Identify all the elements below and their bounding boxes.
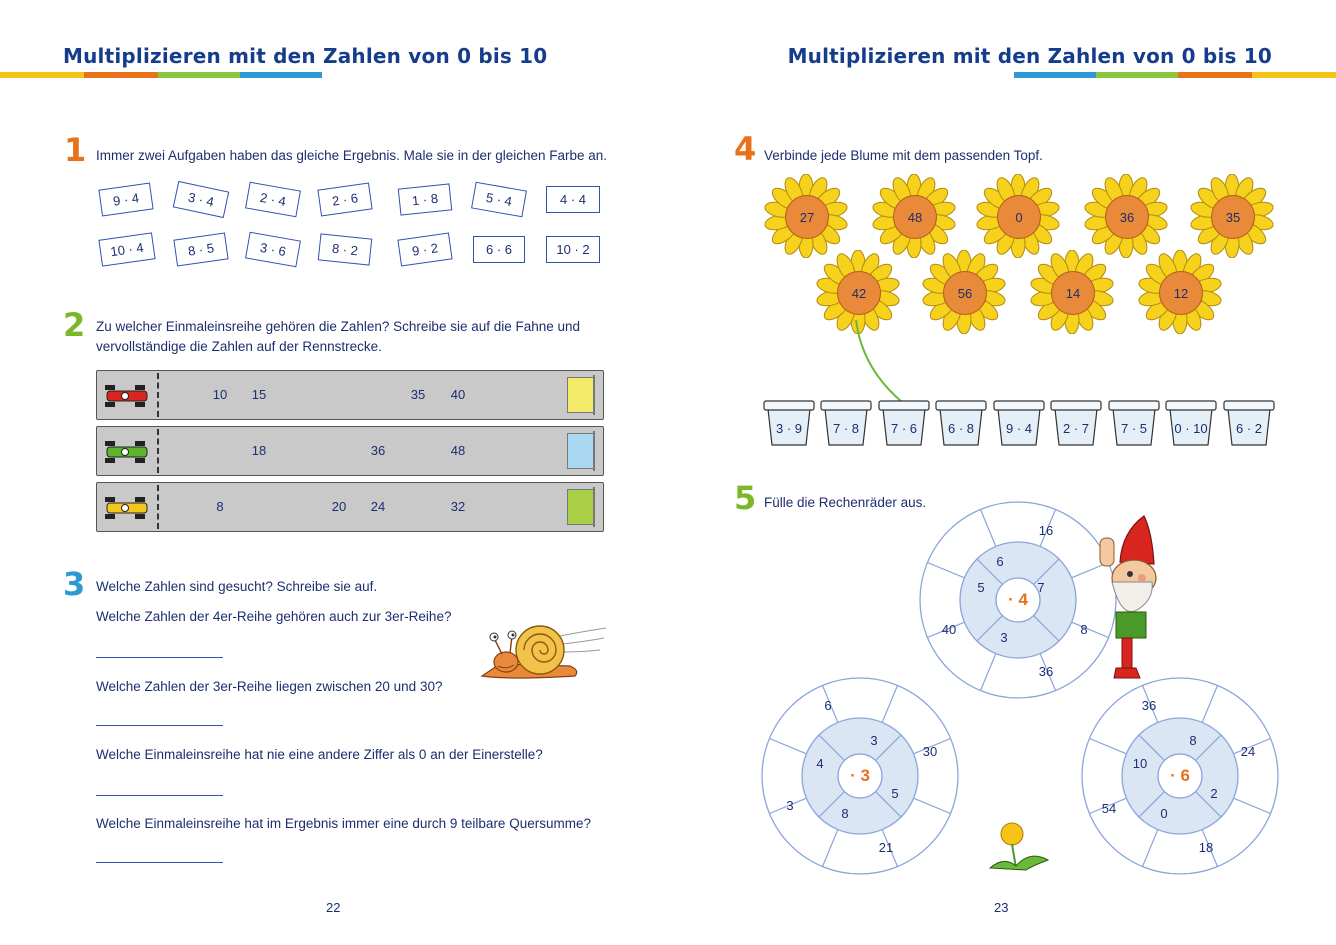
- track-number: 18: [251, 443, 267, 458]
- track-number: 35: [410, 387, 426, 402]
- wheel-inner-number[interactable]: 5: [977, 580, 985, 595]
- title-stripe: [0, 72, 322, 78]
- multiplication-card[interactable]: 4 · 4: [546, 186, 600, 213]
- wheel-inner-number[interactable]: 8: [841, 806, 849, 821]
- flag-pole: [593, 431, 595, 471]
- task-number-1: 1: [64, 131, 87, 169]
- pot-label: 9 · 4: [1005, 421, 1032, 436]
- track-number: 32: [450, 499, 466, 514]
- wheel-outer-number[interactable]: 16: [1038, 523, 1054, 538]
- wheel-outer-number[interactable]: 30: [922, 744, 938, 759]
- task-number-3: 3: [63, 565, 86, 603]
- race-track: [96, 426, 604, 476]
- multiplication-card[interactable]: 3 · 4: [173, 181, 229, 218]
- multiplication-card[interactable]: 8 · 5: [173, 233, 228, 267]
- multiplication-card[interactable]: 1 · 8: [398, 183, 453, 215]
- pot-label: 7 · 6: [890, 421, 917, 436]
- race-car-icon: [101, 385, 153, 407]
- wheel-inner-number[interactable]: 2: [1210, 786, 1218, 801]
- pot-label: 2 · 7: [1062, 421, 1089, 436]
- answer-line-2[interactable]: [96, 725, 223, 726]
- task3-question-4: Welche Einmaleinsreihe hat im Ergebnis immer eine durch 9 teilbare Quersumme?: [96, 816, 591, 831]
- flower-value: 0: [997, 195, 1041, 239]
- track-number: 40: [450, 387, 466, 402]
- wheel-inner-number[interactable]: 5: [891, 786, 899, 801]
- flag-pole: [593, 375, 595, 415]
- pot-label: 3 · 9: [775, 421, 802, 436]
- gnome-illustration: [1092, 512, 1172, 684]
- multiplication-card[interactable]: 10 · 2: [546, 236, 600, 263]
- race-track: [96, 370, 604, 420]
- wheel-center-operator: · 6: [1170, 766, 1190, 785]
- task2-instruction-line2: vervollständige die Zahlen auf der Rennstrecke.: [96, 339, 382, 354]
- wheel-inner-number[interactable]: 10: [1132, 756, 1148, 771]
- task4-instruction: Verbinde jede Blume mit dem passenden Topf.: [764, 148, 1043, 163]
- multiplication-card[interactable]: 9 · 2: [397, 233, 452, 267]
- page-number: 23: [994, 900, 1009, 915]
- flag[interactable]: [567, 377, 595, 413]
- multiplication-card[interactable]: 2 · 4: [245, 182, 301, 218]
- multiplication-card[interactable]: 3 · 6: [245, 232, 301, 268]
- flag[interactable]: [567, 433, 595, 469]
- track-number: 20: [331, 499, 347, 514]
- track-number: 15: [251, 387, 267, 402]
- multiplication-card[interactable]: 10 · 4: [98, 232, 155, 266]
- track-number: 36: [370, 443, 386, 458]
- wheel-outer-number[interactable]: 40: [941, 622, 957, 637]
- pot-label: 6 · 8: [947, 421, 974, 436]
- multiplication-card[interactable]: 6 · 6: [473, 236, 525, 263]
- wheel-outer-number[interactable]: 21: [878, 840, 894, 855]
- wheel-inner-number[interactable]: 8: [1189, 733, 1197, 748]
- flower-value: 48: [893, 195, 937, 239]
- start-line: [157, 429, 159, 473]
- multiplication-card[interactable]: 5 · 4: [471, 182, 527, 218]
- track-number: 8: [216, 499, 224, 514]
- wheel-center-operator: · 4: [1008, 590, 1028, 609]
- wheel-outer-number[interactable]: 6: [824, 698, 832, 713]
- right-page: [668, 0, 1336, 945]
- task3-intro: Welche Zahlen sind gesucht? Schreibe sie auf.: [96, 579, 378, 594]
- wheel-outer-number[interactable]: 3: [786, 798, 794, 813]
- pot-label: 7 · 5: [1120, 421, 1147, 436]
- flower-value: 56: [943, 271, 987, 315]
- multiplication-card[interactable]: 2 · 6: [317, 183, 372, 217]
- flower-value: 14: [1051, 271, 1095, 315]
- task3-question-3: Welche Einmaleinsreihe hat nie eine andere Ziffer als 0 an der Einerstelle?: [96, 747, 543, 762]
- wheel-center-operator: · 3: [850, 766, 870, 785]
- flag[interactable]: [567, 489, 595, 525]
- pot-label: 7 · 8: [832, 421, 859, 436]
- wheel-outer-number[interactable]: 24: [1240, 744, 1256, 759]
- flower-value: 42: [837, 271, 881, 315]
- start-line: [157, 373, 159, 417]
- flag-pole: [593, 487, 595, 527]
- task-number-5: 5: [734, 479, 757, 517]
- wheel-inner-number[interactable]: 7: [1037, 580, 1045, 595]
- wheel-inner-number[interactable]: 4: [816, 756, 824, 771]
- track-number: 48: [450, 443, 466, 458]
- wheel-outer-number[interactable]: 18: [1198, 840, 1214, 855]
- page-title: Multiplizieren mit den Zahlen von 0 bis 10: [787, 44, 1272, 68]
- track-number: 10: [212, 387, 228, 402]
- wheel-inner-number[interactable]: 3: [1000, 630, 1008, 645]
- task3-question-2: Welche Zahlen der 3er-Reihe liegen zwischen 20 und 30?: [96, 679, 443, 694]
- snail-illustration: [470, 618, 610, 688]
- multiplication-card[interactable]: 8 · 2: [318, 233, 373, 265]
- flower-value: 36: [1105, 195, 1149, 239]
- wheel-outer-number[interactable]: 36: [1141, 698, 1157, 713]
- task5-instruction: Fülle die Rechenräder aus.: [764, 495, 927, 510]
- answer-line-1[interactable]: [96, 657, 223, 658]
- wheel-outer-number[interactable]: 8: [1080, 622, 1088, 637]
- task1-instruction: Immer zwei Aufgaben haben das gleiche Ergebnis. Male sie in der gleichen Farbe an.: [96, 148, 608, 163]
- track-number: 24: [370, 499, 386, 514]
- task3-question-1: Welche Zahlen der 4er-Reihe gehören auch zur 3er-Reihe?: [96, 609, 452, 624]
- flower-value: 12: [1159, 271, 1203, 315]
- start-line: [157, 485, 159, 529]
- dandelion-illustration: [986, 820, 1050, 872]
- race-car-icon: [101, 497, 153, 519]
- page-title: Multiplizieren mit den Zahlen von 0 bis 10: [63, 44, 548, 68]
- answer-line-3[interactable]: [96, 795, 223, 796]
- race-car-icon: [101, 441, 153, 463]
- task-number-2: 2: [63, 306, 86, 344]
- wheel-outer-number[interactable]: 36: [1038, 664, 1054, 679]
- task2-instruction-line1: Zu welcher Einmaleinsreihe gehören die Zahlen? Schreibe sie auf die Fahne und: [96, 319, 581, 334]
- race-track: [96, 482, 604, 532]
- wheel-graphic: [668, 0, 1336, 945]
- wheel-outer-number[interactable]: 54: [1101, 801, 1117, 816]
- multiplication-card[interactable]: 9 · 4: [98, 183, 153, 217]
- task-number-4: 4: [734, 130, 757, 168]
- pot-label: 0 · 10: [1174, 421, 1208, 436]
- wheel-inner-number[interactable]: 0: [1160, 806, 1168, 821]
- flower-value: 27: [785, 195, 829, 239]
- pot-label: 6 · 2: [1235, 421, 1262, 436]
- page-number: 22: [326, 900, 341, 915]
- wheel-inner-number[interactable]: 6: [996, 554, 1004, 569]
- answer-line-4[interactable]: [96, 862, 223, 863]
- wheel-inner-number[interactable]: 3: [870, 733, 878, 748]
- flower-value: 35: [1211, 195, 1255, 239]
